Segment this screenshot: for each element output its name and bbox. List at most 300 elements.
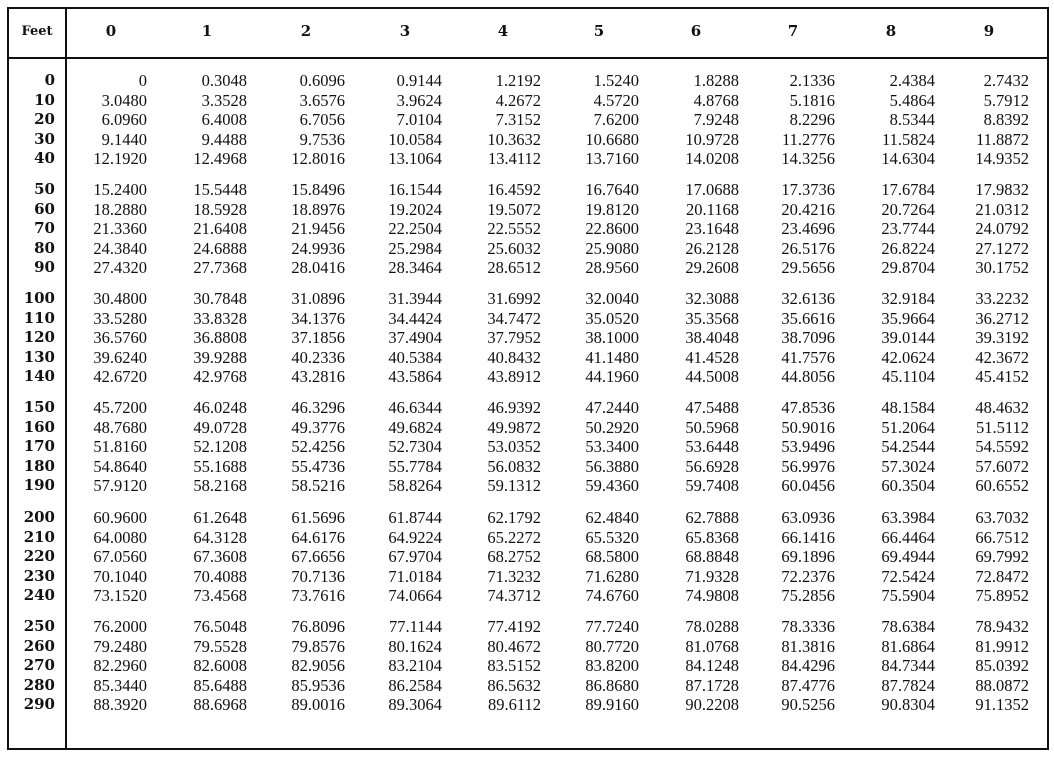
table-cell: 14.6304 [881,149,935,168]
table-cell: 47.2440 [585,398,639,417]
table-cell: 42.3672 [975,347,1029,367]
table-cell: 73.1520 [93,586,147,605]
table-cell: 54.8640 [93,456,147,476]
table-cell: 67.0560 [93,547,147,566]
table-cell: 10.9728 [685,129,739,149]
table-row [9,617,1047,636]
row-feet-label: 240 [23,586,55,604]
row-feet-label: 70 [34,219,55,237]
table-cell: 74.3712 [487,586,541,605]
table-cell: 33.8328 [193,308,247,328]
table-cell: 71.6280 [585,566,639,586]
table-cell: 47.5488 [685,398,739,417]
table-cell: 36.8808 [193,328,247,347]
row-feet-label: 60 [34,199,55,218]
table-cell: 55.7784 [388,456,442,476]
table-cell: 76.8096 [291,617,345,636]
table-cell: 78.0288 [685,617,739,636]
table-cell: 14.3256 [781,149,835,168]
row-feet-label: 130 [23,347,55,366]
table-cell: 60.6552 [975,476,1029,495]
table-cell: 68.2752 [487,547,541,566]
row-feet-label: 140 [23,367,55,385]
table-cell: 35.0520 [585,308,639,328]
table-cell: 66.4464 [881,527,935,547]
table-cell: 52.1208 [193,437,247,456]
header-col-3: 3 [399,22,411,40]
table-cell: 53.0352 [487,437,541,456]
table-row [9,71,1047,90]
table-cell: 41.7576 [781,347,835,367]
table-cell: 49.3776 [291,417,345,437]
table-cell: 83.2104 [388,656,442,675]
header-col-6: 6 [690,22,702,40]
row-feet-label: 110 [23,308,55,327]
table-cell: 50.9016 [781,417,835,437]
table-cell: 3.0480 [101,90,147,110]
row-feet-label: 20 [34,110,55,128]
table-cell: 45.4152 [975,367,1029,386]
table-cell: 7.9248 [693,110,739,129]
table-cell: 65.8368 [685,527,739,547]
row-feet-label: 280 [23,675,55,694]
table-cell: 48.1584 [881,398,935,417]
table-cell: 16.7640 [585,180,639,199]
table-cell: 22.8600 [585,219,639,238]
table-cell: 40.8432 [487,347,541,367]
table-cell: 91.1352 [975,695,1029,714]
table-cell: 9.4488 [201,129,247,149]
table-row [9,289,1047,308]
table-cell: 33.2232 [975,289,1029,308]
table-cell: 34.4424 [388,308,442,328]
table-cell: 34.7472 [487,308,541,328]
table-cell: 23.1648 [685,219,739,238]
header-col-0: 0 [105,22,117,40]
table-cell: 19.5072 [487,199,541,219]
table-cell: 22.2504 [388,219,442,238]
table-cell: 24.9936 [291,238,345,258]
table-cell: 6.0960 [101,110,147,129]
table-cell: 39.0144 [881,328,935,347]
table-cell: 78.9432 [975,617,1029,636]
table-cell: 37.1856 [291,328,345,347]
table-cell: 79.8576 [291,636,345,656]
table-cell: 68.8848 [685,547,739,566]
table-cell: 81.0768 [685,636,739,656]
table-cell: 4.8768 [693,90,739,110]
table-cell: 81.6864 [881,636,935,656]
table-cell: 28.6512 [487,258,541,277]
row-feet-label: 270 [23,656,55,674]
table-cell: 31.0896 [291,289,345,308]
table-row [9,309,1047,328]
row-feet-label: 0 [44,71,55,89]
header-feet-label: Feet [21,24,53,39]
table-cell: 26.5176 [781,238,835,258]
table-cell: 16.4592 [487,180,541,199]
row-feet-label: 220 [23,547,55,565]
table-cell: 85.0392 [975,656,1029,675]
table-cell: 81.3816 [781,636,835,656]
row-feet-label: 230 [23,566,55,585]
table-cell: 83.8200 [585,656,639,675]
table-cell: 85.9536 [291,675,345,695]
table-cell: 1.2192 [495,71,541,90]
row-feet-label: 180 [23,456,55,475]
table-cell: 5.4864 [889,90,935,110]
table-row [9,258,1047,277]
table-cell: 53.9496 [781,437,835,456]
table-cell: 76.2000 [93,617,147,636]
table-cell: 53.3400 [585,437,639,456]
table-cell: 70.7136 [291,566,345,586]
table-cell: 15.5448 [193,180,247,199]
table-cell: 59.1312 [487,476,541,495]
table-cell: 30.1752 [975,258,1029,277]
table-cell: 69.7992 [975,547,1029,566]
table-row [9,547,1047,566]
table-cell: 5.1816 [789,90,835,110]
table-cell: 29.5656 [781,258,835,277]
table-cell: 84.1248 [685,656,739,675]
table-cell: 61.8744 [388,508,442,527]
row-feet-label: 100 [23,289,55,307]
table-row [9,200,1047,219]
table-cell: 39.9288 [193,347,247,367]
table-cell: 75.2856 [781,586,835,605]
table-cell: 30.4800 [93,289,147,308]
table-cell: 73.4568 [193,586,247,605]
row-feet-label: 80 [34,238,55,257]
table-cell: 51.8160 [93,437,147,456]
table-cell: 64.6176 [291,527,345,547]
table-cell: 76.5048 [193,617,247,636]
table-cell: 10.0584 [388,129,442,149]
table-row [9,239,1047,258]
table-cell: 90.8304 [881,695,935,714]
table-cell: 86.2584 [388,675,442,695]
table-cell: 85.6488 [193,675,247,695]
table-cell: 0 [138,71,147,90]
table-cell: 11.8872 [975,129,1029,149]
table-cell: 32.6136 [781,289,835,308]
conversion-table [7,7,1049,750]
table-cell: 44.8056 [781,367,835,386]
table-cell: 86.8680 [585,675,639,695]
row-feet-label: 160 [23,417,55,436]
table-cell: 6.4008 [201,110,247,129]
table-row [9,457,1047,476]
table-cell: 57.6072 [975,456,1029,476]
table-cell: 10.3632 [487,129,541,149]
table-cell: 32.3088 [685,289,739,308]
table-cell: 29.2608 [685,258,739,277]
table-cell: 32.0040 [585,289,639,308]
table-cell: 63.3984 [881,508,935,527]
table-cell: 23.4696 [781,219,835,238]
row-feet-label: 190 [23,476,55,494]
table-cell: 1.8288 [693,71,739,90]
table-row [9,348,1047,367]
table-cell: 68.5800 [585,547,639,566]
table-cell: 74.6760 [585,586,639,605]
table-cell: 40.2336 [291,347,345,367]
table-row [9,398,1047,417]
table-row [9,418,1047,437]
table-cell: 85.3440 [93,675,147,695]
table-cell: 13.7160 [585,149,639,168]
table-cell: 17.6784 [881,180,935,199]
table-cell: 28.3464 [388,258,442,277]
table-cell: 84.7344 [881,656,935,675]
table-cell: 7.3152 [495,110,541,129]
header-col-7: 7 [787,22,799,40]
table-cell: 17.3736 [781,180,835,199]
table-cell: 50.5968 [685,417,739,437]
table-cell: 87.1728 [685,675,739,695]
table-cell: 71.9328 [685,566,739,586]
table-cell: 31.3944 [388,289,442,308]
row-feet-label: 30 [34,129,55,148]
table-cell: 60.0456 [781,476,835,495]
table-cell: 55.1688 [193,456,247,476]
table-cell: 5.7912 [983,90,1029,110]
table-cell: 27.1272 [975,238,1029,258]
table-row [9,149,1047,168]
table-cell: 23.7744 [881,219,935,238]
row-feet-label: 290 [23,695,55,713]
table-cell: 11.2776 [781,129,835,149]
table-cell: 32.9184 [881,289,935,308]
table-cell: 87.4776 [781,675,835,695]
row-feet-label: 260 [23,636,55,655]
table-cell: 51.5112 [975,417,1029,437]
table-cell: 72.2376 [781,566,835,586]
table-cell: 28.9560 [585,258,639,277]
table-row [9,637,1047,656]
table-cell: 33.5280 [93,308,147,328]
table-cell: 82.9056 [291,656,345,675]
table-cell: 25.6032 [487,238,541,258]
table-cell: 28.0416 [291,258,345,277]
table-cell: 52.4256 [291,437,345,456]
table-cell: 3.6576 [299,90,345,110]
table-cell: 82.6008 [193,656,247,675]
table-cell: 80.4672 [487,636,541,656]
table-cell: 8.2296 [789,110,835,129]
table-cell: 35.9664 [881,308,935,328]
table-cell: 72.5424 [881,566,935,586]
table-cell: 74.0664 [388,586,442,605]
header-col-2: 2 [300,22,312,40]
table-cell: 80.7720 [585,636,639,656]
table-cell: 2.4384 [889,71,935,90]
table-cell: 69.1896 [781,547,835,566]
table-cell: 24.3840 [93,238,147,258]
table-cell: 89.3064 [388,695,442,714]
table-cell: 67.9704 [388,547,442,566]
table-cell: 20.1168 [685,199,739,219]
table-cell: 58.5216 [291,476,345,495]
row-feet-label: 170 [23,437,55,455]
table-cell: 79.2480 [93,636,147,656]
table-cell: 75.5904 [881,586,935,605]
table-cell: 63.0936 [781,508,835,527]
table-cell: 87.7824 [881,675,935,695]
header-col-5: 5 [593,22,605,40]
table-cell: 54.5592 [975,437,1029,456]
table-cell: 34.1376 [291,308,345,328]
table-cell: 3.3528 [201,90,247,110]
table-cell: 3.9624 [396,90,442,110]
table-cell: 60.3504 [881,476,935,495]
table-cell: 62.4840 [585,508,639,527]
table-row [9,180,1047,199]
table-cell: 45.7200 [93,398,147,417]
table-cell: 83.5152 [487,656,541,675]
table-cell: 77.4192 [487,617,541,636]
table-cell: 77.7240 [585,617,639,636]
table-cell: 78.3336 [781,617,835,636]
table-cell: 26.2128 [685,238,739,258]
table-cell: 48.4632 [975,398,1029,417]
table-cell: 30.7848 [193,289,247,308]
header-col-4: 4 [497,22,509,40]
table-row [9,508,1047,527]
table-cell: 59.4360 [585,476,639,495]
table-cell: 66.1416 [781,527,835,547]
table-cell: 8.8392 [983,110,1029,129]
table-cell: 24.0792 [975,219,1029,238]
table-cell: 19.8120 [585,199,639,219]
table-cell: 9.7536 [299,129,345,149]
table-cell: 42.0624 [881,347,935,367]
table-cell: 74.9808 [685,586,739,605]
table-cell: 71.3232 [487,566,541,586]
table-cell: 11.5824 [881,129,935,149]
table-cell: 12.4968 [193,149,247,168]
row-feet-label: 50 [34,180,55,198]
table-cell: 31.6992 [487,289,541,308]
table-cell: 22.5552 [487,219,541,238]
table-cell: 45.1104 [881,367,935,386]
table-cell: 89.9160 [585,695,639,714]
table-cell: 82.2960 [93,656,147,675]
table-cell: 79.5528 [193,636,247,656]
table-row [9,656,1047,675]
table-cell: 67.3608 [193,547,247,566]
table-cell: 64.3128 [193,527,247,547]
table-cell: 58.2168 [193,476,247,495]
header-col-1: 1 [201,22,213,40]
table-cell: 21.9456 [291,219,345,238]
table-cell: 25.9080 [585,238,639,258]
table-cell: 46.3296 [291,398,345,417]
table-cell: 88.3920 [93,695,147,714]
table-cell: 58.8264 [388,476,442,495]
header-col-8: 8 [885,22,897,40]
table-cell: 43.8912 [487,367,541,386]
table-cell: 38.1000 [585,328,639,347]
table-cell: 4.2672 [495,90,541,110]
table-cell: 17.0688 [685,180,739,199]
table-cell: 2.1336 [789,71,835,90]
table-cell: 29.8704 [881,258,935,277]
table-row [9,567,1047,586]
table-cell: 12.8016 [291,149,345,168]
table-cell: 0.3048 [201,71,247,90]
table-cell: 88.6968 [193,695,247,714]
table-cell: 84.4296 [781,656,835,675]
table-cell: 57.3024 [881,456,935,476]
table-cell: 64.9224 [388,527,442,547]
table-cell: 38.7096 [781,328,835,347]
table-cell: 7.6200 [593,110,639,129]
table-row [9,676,1047,695]
table-cell: 44.1960 [585,367,639,386]
table-cell: 56.0832 [487,456,541,476]
table-cell: 63.7032 [975,508,1029,527]
row-feet-label: 210 [23,527,55,546]
table-cell: 9.1440 [101,129,147,149]
table-row [9,110,1047,129]
table-cell: 13.1064 [388,149,442,168]
table-cell: 64.0080 [93,527,147,547]
table-cell: 41.1480 [585,347,639,367]
row-feet-label: 10 [34,90,55,109]
row-feet-label: 200 [23,508,55,526]
table-cell: 43.2816 [291,367,345,386]
table-cell: 6.7056 [299,110,345,129]
table-row [9,437,1047,456]
table-cell: 37.7952 [487,328,541,347]
table-cell: 88.0872 [975,675,1029,695]
table-cell: 42.9768 [193,367,247,386]
row-feet-label: 150 [23,398,55,416]
table-cell: 71.0184 [388,566,442,586]
table-cell: 51.2064 [881,417,935,437]
table-cell: 90.5256 [781,695,835,714]
table-cell: 10.6680 [585,129,639,149]
table-cell: 1.5240 [593,71,639,90]
table-cell: 46.0248 [193,398,247,417]
table-row [9,695,1047,714]
table-cell: 17.9832 [975,180,1029,199]
table-cell: 55.4736 [291,456,345,476]
table-cell: 26.8224 [881,238,935,258]
table-cell: 57.9120 [93,476,147,495]
table-row [9,586,1047,605]
table-cell: 27.7368 [193,258,247,277]
table-cell: 37.4904 [388,328,442,347]
table-cell: 20.4216 [781,199,835,219]
table-cell: 21.6408 [193,219,247,238]
table-cell: 89.6112 [487,695,541,714]
row-feet-label: 40 [34,149,55,167]
table-cell: 18.2880 [93,199,147,219]
table-cell: 70.1040 [93,566,147,586]
row-feet-label: 90 [34,258,55,276]
table-cell: 0.6096 [299,71,345,90]
table-row [9,367,1047,386]
table-cell: 49.0728 [193,417,247,437]
table-cell: 56.6928 [685,456,739,476]
table-cell: 19.2024 [388,199,442,219]
table-cell: 60.9600 [93,508,147,527]
table-cell: 65.2272 [487,527,541,547]
table-cell: 0.9144 [396,71,442,90]
